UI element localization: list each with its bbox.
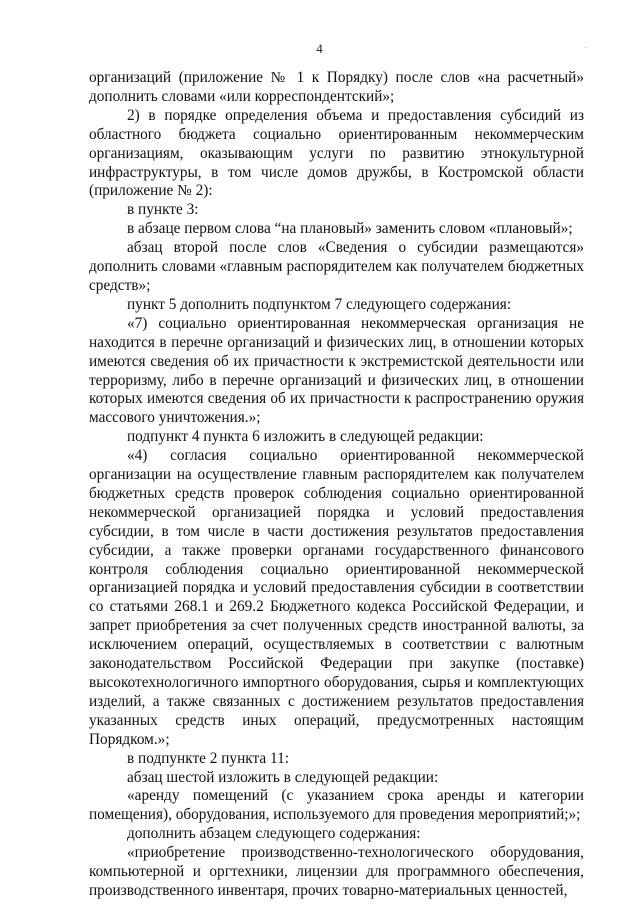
paragraph: организаций (приложение № 1 к Порядку) после слов «на расчетный» дополнить словами «или корреспондентский»; <box>89 69 584 105</box>
paragraph: «аренду помещений (с указанием срока аренды и категории помещения), оборудования, используемого для проведения мероприятий;»; <box>89 787 584 824</box>
paragraph: пункт 5 дополнить подпунктом 7 следующего содержания: <box>127 295 512 313</box>
paragraph: 2) в порядке определения объема и предоставления субсидий из областного бюджета социально ориентированным некоммерческим организациям, оказывающим услуги по развитию этнокультурной инфраструктуры, в том числе домов дружбы, в Костромской области (приложение № 2): <box>89 106 584 200</box>
paragraph: в пункте 3: <box>127 201 199 219</box>
paragraph: дополнить абзацем следующего содержания: <box>127 825 421 843</box>
paragraph: абзац второй после слов «Сведения о субсидии размещаются» дополнить словами «главным распорядителем как получателем бюджетных средств»; <box>89 239 584 294</box>
paragraph: «приобретение производственно-технологического оборудования, компьютерной и оргтехники, лицензии для программного обеспечения, производственного инвентаря, прочих товарно-материальных ценностей, <box>89 844 584 899</box>
paragraph: в абзаце первом слова “на плановый» заменить словом «плановый»; <box>127 220 573 238</box>
page-number: 4 <box>316 41 323 56</box>
paragraph: подпункт 4 пункта 6 изложить в следующей редакции: <box>127 428 484 446</box>
paragraph: «7) социально ориентированная некоммерческая организация не находится в перечне организаций и физических лиц, в отношении которых имеются сведения об их причастности к экстремистской деятельности или терроризму, либо в перечне организаций и физических лиц, в отношении которых имеются сведения об их причастности к распространению оружия массового уничтожения.»; <box>89 314 584 427</box>
paragraph: в подпункте 2 пункта 11: <box>127 749 289 767</box>
paragraph: абзац шестой изложить в следующей редакции: <box>127 768 439 786</box>
document-body <box>89 69 584 901</box>
paragraph: «4) согласия социально ориентированной некоммерческой организации на осуществление главным распорядителем как получателем бюджетных средств проверок соблюдения социально ориентированной некоммерческой организацией порядка и условий предоставления субсидии, в том числе в части достижения результатов предоставления субсидии, а также проверки органами государственного финансового контроля соблюдения социально ориентированной некоммерческой организацией порядка и условий предоставления субсидии в соответствии со статьями 268.1 и 269.2 Бюджетного кодекса Российской Федерации, и запрет приобретения за счет полученных средств иностранной валюты, за исключением операций, осуществляемых в соответствии с валютным законодательством Российской Федерации при закупке (поставке) высокотехнологичного импортного оборудования, сырья и комплектующих изделий, а также связанных с достижением результатов предоставления указанных средств иных операций, предусмотренных настоящим Порядком.»; <box>89 447 584 748</box>
